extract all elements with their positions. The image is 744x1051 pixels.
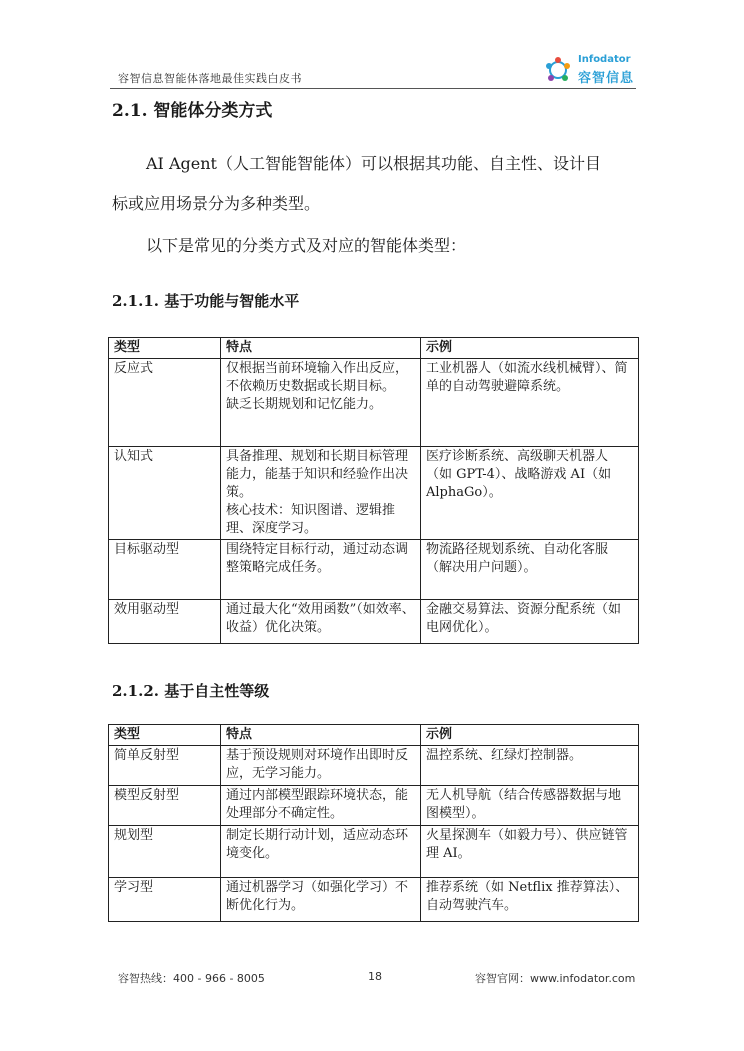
cell-type: 效用驱动型 bbox=[109, 600, 221, 644]
intro-line-2: 标或应用场景分为多种类型。 bbox=[112, 194, 321, 213]
column-header-features: 特点 bbox=[221, 338, 421, 359]
table-header-row bbox=[109, 338, 639, 359]
feature-line: 仅根据当前环境输入作出反应，不依赖历史数据或长期目标。 bbox=[226, 361, 409, 394]
cell-example: 推荐系统（如 Netflix 推荐算法）、自动驾驶汽车。 bbox=[421, 878, 639, 922]
cell-features bbox=[221, 540, 421, 600]
cell-type: 规划型 bbox=[109, 826, 221, 878]
table-row bbox=[109, 359, 639, 447]
cell-type: 反应式 bbox=[109, 359, 221, 447]
cell-type: 认知式 bbox=[109, 447, 221, 540]
table-row bbox=[109, 540, 639, 600]
feature-line: 通过机器学习（如强化学习）不断优化行为。 bbox=[226, 880, 409, 913]
intro-line-1: AI Agent（人工智能智能体）可以根据其功能、自主性、设计目 bbox=[146, 154, 601, 173]
feature-line: 制定长期行动计划，适应动态环境变化。 bbox=[226, 828, 409, 861]
cell-type: 模型反射型 bbox=[109, 786, 221, 826]
cell-example: 温控系统、红绿灯控制器。 bbox=[421, 746, 639, 786]
autonomy-classification-table bbox=[108, 724, 639, 922]
cell-type: 学习型 bbox=[109, 878, 221, 922]
page-number: 18 bbox=[368, 970, 382, 983]
cell-example: 物流路径规划系统、自动化客服（解决用户问题）。 bbox=[421, 540, 639, 600]
cell-features bbox=[221, 878, 421, 922]
table-row bbox=[109, 878, 639, 922]
infodator-logo-icon bbox=[544, 56, 572, 84]
header-divider bbox=[110, 88, 636, 89]
cell-example: 火星探测车（如毅力号）、供应链管理 AI。 bbox=[421, 826, 639, 878]
table-row bbox=[109, 447, 639, 540]
running-header: 容智信息智能体落地最佳实践白皮书 bbox=[118, 72, 302, 85]
feature-line: 通过内部模型跟踪环境状态，能处理部分不确定性。 bbox=[226, 788, 409, 821]
intro-paragraph-2: 以下是常见的分类方式及对应的智能体类型： bbox=[146, 236, 467, 255]
feature-line: 核心技术：知识图谱、逻辑推理、深度学习。 bbox=[226, 503, 396, 536]
function-classification-table bbox=[108, 337, 639, 644]
cell-example: 工业机器人（如流水线机械臂）、简单的自动驾驶避障系统。 bbox=[421, 359, 639, 447]
column-header-example: 示例 bbox=[421, 725, 639, 746]
table-row bbox=[109, 826, 639, 878]
feature-line: 基于预设规则对环境作出即时反应，无学习能力。 bbox=[226, 748, 409, 781]
section-heading: 2.1. 智能体分类方式 bbox=[112, 101, 273, 121]
table-row bbox=[109, 786, 639, 826]
company-logo bbox=[544, 52, 640, 86]
table-header-row bbox=[109, 725, 639, 746]
subsection-heading-function: 2.1.1. 基于功能与智能水平 bbox=[112, 292, 300, 310]
cell-type: 简单反射型 bbox=[109, 746, 221, 786]
footer-website: 容智官网：www.infodator.com bbox=[475, 972, 636, 985]
feature-line: 缺乏长期规划和记忆能力。 bbox=[226, 397, 383, 412]
cell-features bbox=[221, 359, 421, 447]
cell-features bbox=[221, 786, 421, 826]
table-row bbox=[109, 600, 639, 644]
cell-example: 金融交易算法、资源分配系统（如电网优化）。 bbox=[421, 600, 639, 644]
subsection-heading-autonomy: 2.1.2. 基于自主性等级 bbox=[112, 682, 270, 700]
column-header-features: 特点 bbox=[221, 725, 421, 746]
table-row bbox=[109, 746, 639, 786]
feature-line: 通过最大化“效用函数”（如效率、收益）优化决策。 bbox=[226, 602, 415, 635]
column-header-type: 类型 bbox=[109, 338, 221, 359]
footer-hotline: 容智热线：400 - 966 - 8005 bbox=[118, 972, 265, 985]
cell-features bbox=[221, 826, 421, 878]
feature-line: 具备推理、规划和长期目标管理能力，能基于知识和经验作出决策。 bbox=[226, 449, 409, 500]
cell-type: 目标驱动型 bbox=[109, 540, 221, 600]
feature-line: 围绕特定目标行动，通过动态调整策略完成任务。 bbox=[226, 542, 409, 575]
cell-features bbox=[221, 746, 421, 786]
cell-features bbox=[221, 600, 421, 644]
cell-example: 医疗诊断系统、高级聊天机器人（如 GPT-4）、战略游戏 AI（如 AlphaGo）。 bbox=[421, 447, 639, 540]
cell-example: 无人机导航（结合传感器数据与地图模型）。 bbox=[421, 786, 639, 826]
logo-text-en: Infodator bbox=[578, 54, 631, 65]
logo-text-cn: 容智信息 bbox=[578, 71, 635, 86]
intro-paragraph bbox=[112, 152, 636, 216]
cell-features bbox=[221, 447, 421, 540]
column-header-type: 类型 bbox=[109, 725, 221, 746]
column-header-example: 示例 bbox=[421, 338, 639, 359]
